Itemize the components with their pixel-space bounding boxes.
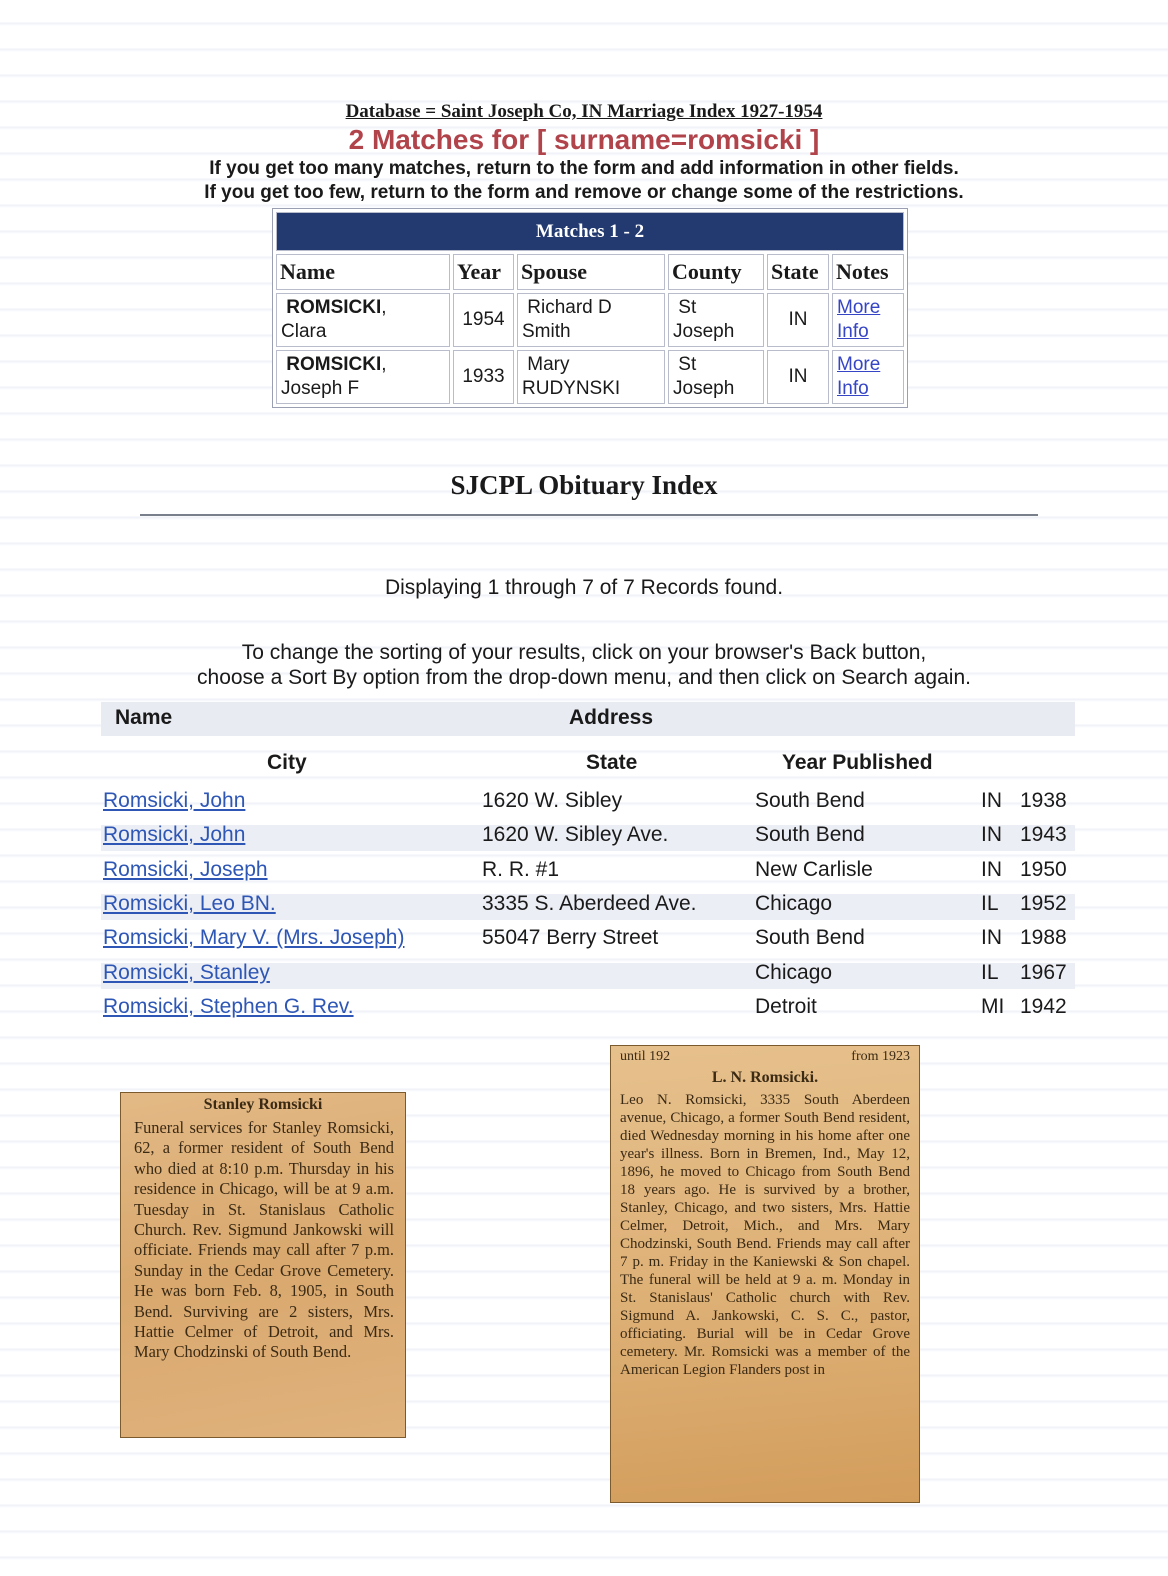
records-count-text: Displaying 1 through 7 of 7 Records found. bbox=[384, 576, 784, 599]
matches-title: 2 Matches for [ surname=romsicki ] bbox=[348, 124, 820, 155]
year-cell: 1954 bbox=[453, 293, 514, 347]
link-line1: More bbox=[837, 354, 881, 375]
record-name bbox=[103, 823, 245, 847]
more-info-link[interactable] bbox=[837, 354, 880, 399]
record-state: IN bbox=[981, 823, 1002, 846]
header-state: State bbox=[586, 751, 638, 774]
clipping-heading: L. N. Romsicki. bbox=[711, 1069, 819, 1086]
obituary-index-title: SJCPL Obituary Index bbox=[450, 470, 718, 500]
link-line2: Info bbox=[837, 321, 869, 342]
column-header-county: County bbox=[668, 254, 764, 290]
obituary-record-link[interactable]: Romsicki, John bbox=[103, 789, 246, 812]
newspaper-clipping-leo bbox=[610, 1045, 920, 1503]
record-year: 1950 bbox=[1020, 858, 1067, 881]
header-address: Address bbox=[569, 706, 654, 729]
state-cell: IN bbox=[767, 293, 829, 347]
county-line1: St bbox=[678, 297, 697, 318]
record-city: South Bend bbox=[755, 823, 865, 846]
record-state: MI bbox=[981, 995, 1005, 1018]
given-name: Clara bbox=[281, 321, 327, 342]
notes-cell bbox=[832, 293, 904, 347]
sort-instructions-line2: choose a Sort By option from the drop-down menu, and then click on Search again. bbox=[197, 666, 971, 689]
spouse-last: Smith bbox=[522, 321, 571, 342]
newspaper-clipping-stanley bbox=[120, 1092, 406, 1438]
clipping-top-right-text: from 1923 bbox=[851, 1049, 910, 1064]
header-city: City bbox=[267, 751, 307, 774]
record-year: 1967 bbox=[1020, 961, 1067, 984]
record-state: IN bbox=[981, 858, 1002, 881]
obituary-record-link[interactable]: Romsicki, Stanley bbox=[103, 961, 270, 984]
database-title: Database = Saint Joseph Co, IN Marriage Index 1927-1954 bbox=[345, 101, 823, 122]
record-city: South Bend bbox=[755, 789, 865, 812]
clipping-text: Funeral services for Stanley Romsicki, 62, a former resident of South Bend who died at 8:10 p.m. Thursday in his residence in Chicago, will be at 9 a.m. Tuesday in St. Stanislaus Catholic Church. Rev. Sigmund Jankowski will officiate. Friends may call after 7 p.m. Sunday in the Cedar Grove Cemetery. He was born Feb. 8, 1905, in South Bend. Surviving are 2 sisters, Mrs. Hattie Celmer of Detroit, and Mrs. Mary Chodzinski of South Bend. bbox=[134, 1118, 394, 1362]
record-name bbox=[103, 858, 268, 882]
obituary-record-link[interactable]: Romsicki, Stephen G. Rev. bbox=[103, 995, 354, 1018]
year-cell: 1933 bbox=[453, 350, 514, 404]
record-state: IL bbox=[981, 961, 999, 984]
hint-too-many: If you get too many matches, return to the form and add information in other fields. bbox=[209, 158, 959, 179]
given-name: Joseph F bbox=[281, 378, 360, 399]
record-year: 1942 bbox=[1020, 995, 1067, 1018]
record-address: 3335 S. Aberdeed Ave. bbox=[482, 892, 697, 915]
header-year-published: Year Published bbox=[782, 751, 933, 774]
clipping-heading: Stanley Romsicki bbox=[203, 1096, 323, 1113]
notes-cell bbox=[832, 350, 904, 404]
record-city: Chicago bbox=[755, 961, 833, 984]
record-address: R. R. #1 bbox=[482, 858, 560, 881]
column-header-year: Year bbox=[453, 254, 514, 290]
clipping-text: Leo N. Romsicki, 3335 South Aberdeen avenue, Chicago, a former South Bend resident, died Wednesday morning in his home after one year's illness. Born in Bremen, Ind., May 12, 1896, he moved to Chicago from South Bend 18 years ago. He is survived by a brother, Stanley, Chicago, and two sisters, Mrs. Hattie Celmer, Detroit, Mich., and Mrs. Mary Chodzinski, South Bend. Friends may call after 7 p. m. Friday in the Kaniewski & Son chapel. The funeral will be held at 9 a. m. Monday in St. Stanislaus' Catholic church with Rev. Sigmund A. Jankowski, C. S. C., pastor, officiating. Burial will be in Cedar Grove cemetery. Mr. Romsicki was a member of the American Legion Flanders post in bbox=[620, 1092, 910, 1378]
clipping-torn-top bbox=[610, 1045, 920, 1065]
link-line2: Info bbox=[837, 378, 869, 399]
record-year: 1952 bbox=[1020, 892, 1067, 915]
record-year: 1943 bbox=[1020, 823, 1067, 846]
more-info-link[interactable] bbox=[837, 297, 880, 342]
name-cell: ROMSICKI, Clara bbox=[276, 293, 450, 347]
column-header-spouse: Spouse bbox=[517, 254, 665, 290]
column-header-name: Name bbox=[276, 254, 450, 290]
record-address: 1620 W. Sibley bbox=[482, 789, 623, 812]
record-name bbox=[103, 961, 270, 985]
record-state: IN bbox=[981, 789, 1002, 812]
spouse-last: RUDYNSKI bbox=[522, 378, 621, 399]
table-row bbox=[276, 350, 904, 404]
hint-too-few: If you get too few, return to the form and remove or change some of the restrictions. bbox=[204, 182, 964, 203]
record-year: 1988 bbox=[1020, 926, 1067, 949]
record-name bbox=[103, 789, 245, 813]
marriage-results-table bbox=[272, 208, 908, 408]
table-caption: Matches 1 - 2 bbox=[276, 212, 904, 251]
sort-instructions-line1: To change the sorting of your results, click on your browser's Back button, bbox=[241, 641, 927, 664]
county-cell bbox=[668, 293, 764, 347]
county-line2: Joseph bbox=[673, 321, 735, 342]
name-cell: ROMSICKI, Joseph F bbox=[276, 350, 450, 404]
link-line1: More bbox=[837, 297, 881, 318]
header-name: Name bbox=[115, 706, 173, 729]
spouse-cell bbox=[517, 293, 665, 347]
record-city: Detroit bbox=[755, 995, 817, 1018]
record-state: IN bbox=[981, 926, 1002, 949]
obituary-record-link[interactable]: Romsicki, John bbox=[103, 823, 246, 846]
obituary-record-link[interactable]: Romsicki, Leo BN. bbox=[103, 892, 276, 915]
record-year: 1938 bbox=[1020, 789, 1067, 812]
column-header-state: State bbox=[767, 254, 829, 290]
surname: ROMSICKI bbox=[286, 354, 382, 375]
spouse-first: Richard D bbox=[527, 297, 612, 318]
county-line2: Joseph bbox=[673, 378, 735, 399]
county-line1: St bbox=[678, 354, 697, 375]
county-cell bbox=[668, 350, 764, 404]
spouse-cell bbox=[517, 350, 665, 404]
clipping-top-left-text: until 192 bbox=[620, 1049, 671, 1064]
record-name bbox=[103, 892, 276, 916]
record-city: South Bend bbox=[755, 926, 865, 949]
record-address: 1620 W. Sibley Ave. bbox=[482, 823, 669, 846]
record-address: 55047 Berry Street bbox=[482, 926, 659, 949]
table-row bbox=[276, 293, 904, 347]
state-cell: IN bbox=[767, 350, 829, 404]
obituary-record-link[interactable]: Romsicki, Mary V. (Mrs. Joseph) bbox=[103, 926, 405, 949]
obituary-record-link[interactable]: Romsicki, Joseph bbox=[103, 858, 268, 881]
record-city: New Carlisle bbox=[755, 858, 873, 881]
record-state: IL bbox=[981, 892, 999, 915]
column-header-notes: Notes bbox=[832, 254, 904, 290]
record-name bbox=[103, 995, 354, 1019]
surname: ROMSICKI bbox=[286, 297, 382, 318]
divider bbox=[140, 514, 1038, 516]
spouse-first: Mary bbox=[527, 354, 570, 375]
record-name bbox=[103, 926, 404, 950]
record-city: Chicago bbox=[755, 892, 833, 915]
